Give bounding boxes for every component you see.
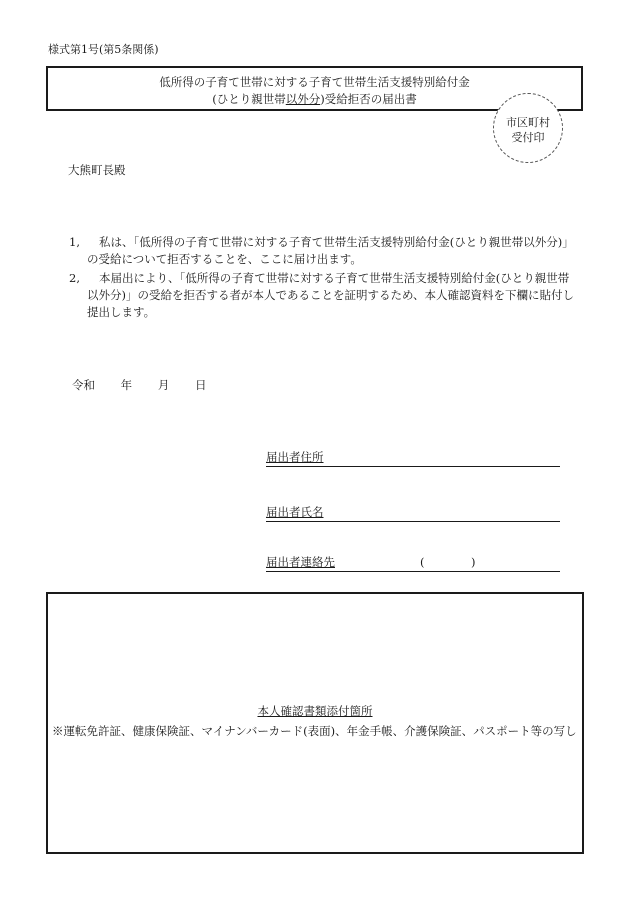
declaration-item-2 [69,270,589,330]
item-line: 提出します。 [87,305,156,319]
item-text [87,270,574,321]
item-number: 1, [69,235,80,249]
attachment-title: 本人確認書類添付箇所 [257,704,373,718]
item-line: 本届出により、「低所得の子育て世帯に対する子育て世帯生活支援特別給付金(ひとり親世帯 [99,271,570,285]
document-title-line-1: 低所得の子育て世帯に対する子育て世帯生活支援特別給付金 [159,75,470,89]
applicant-contact-label: 届出者連絡先 [266,555,335,569]
stamp-label-municipality: 市区町村 [506,116,550,129]
date-year[interactable]: 年 [120,378,133,392]
title-line-2-suffix: )受給拒否の届出書 [320,92,417,106]
item-line: 私は、「低所得の子育て世帯に対する子育て世帯生活支援特別給付金(ひとり親世帯以外分)」 [99,235,574,249]
addressee: 大熊町長殿 [68,163,126,177]
applicant-name-label: 届出者氏名 [266,505,324,519]
item-line: 以外分)」の受給を拒否する者が本人であることを証明するため、本人確認資料を下欄に貼付し [87,288,575,302]
applicant-address-field[interactable] [266,450,560,467]
item-number: 2, [69,271,80,285]
title-line-2-prefix: (ひとり親世帯 [212,92,286,106]
applicant-address-label: 届出者住所 [266,450,324,464]
attachment-note: ※運転免許証、健康保険証、マイナンバーカード(表面)、年金手帳、介護保険証、パスポート等の写し [52,724,577,738]
item-line: の受給について拒否することを、ここに届け出ます。 [87,252,362,266]
date-month[interactable]: 月 [157,378,170,392]
stamp-label-receipt: 受付印 [511,131,545,144]
date-line [72,378,206,394]
id-document-attachment-area[interactable] [46,592,584,854]
applicant-contact-field[interactable] [266,555,560,572]
title-underlined-text: 以外分 [285,92,321,106]
date-era: 令和 [72,378,95,392]
contact-paren-open: ( [420,555,425,569]
item-text [87,234,574,268]
reception-stamp-area [493,93,563,163]
contact-paren-close: ) [471,555,476,569]
date-day[interactable]: 日 [194,378,207,392]
declaration-item-1 [69,234,589,274]
form-number: 様式第1号(第5条関係) [48,43,159,56]
applicant-name-field[interactable] [266,505,560,522]
